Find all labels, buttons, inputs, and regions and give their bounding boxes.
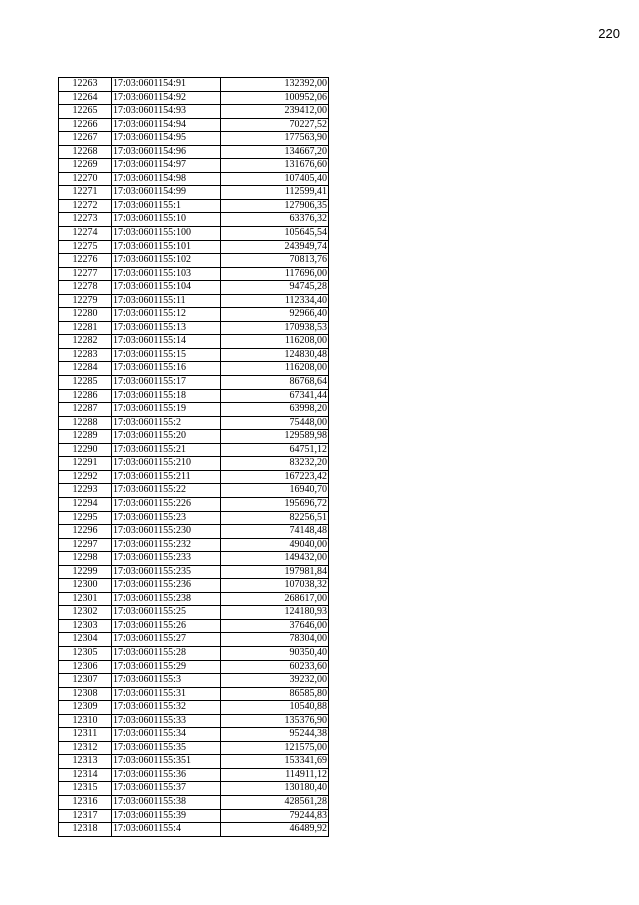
- value-cell: 239412,00: [221, 105, 329, 119]
- table-row: [59, 646, 329, 660]
- table-row: [59, 281, 329, 295]
- table-row: [59, 389, 329, 403]
- table-row: [59, 227, 329, 241]
- row-number-cell: 12290: [59, 443, 112, 457]
- row-number-cell: 12268: [59, 145, 112, 159]
- table-row: [59, 213, 329, 227]
- table-row: [59, 348, 329, 362]
- value-cell: 268617,00: [221, 592, 329, 606]
- cadastral-number-cell: 17:03:0601155:38: [112, 795, 221, 809]
- value-cell: 107038,32: [221, 579, 329, 593]
- cadastral-number-cell: 17:03:0601155:17: [112, 376, 221, 390]
- table-row: [59, 294, 329, 308]
- value-cell: 90350,40: [221, 646, 329, 660]
- table-row: [59, 254, 329, 268]
- row-number-cell: 12296: [59, 525, 112, 539]
- value-cell: 428561,28: [221, 795, 329, 809]
- table-row: [59, 470, 329, 484]
- table-row: [59, 768, 329, 782]
- row-number-cell: 12302: [59, 606, 112, 620]
- cadastral-number-cell: 17:03:0601155:4: [112, 823, 221, 837]
- value-cell: 63998,20: [221, 403, 329, 417]
- value-cell: 100952,06: [221, 91, 329, 105]
- cadastral-number-cell: 17:03:0601155:104: [112, 281, 221, 295]
- row-number-cell: 12308: [59, 687, 112, 701]
- value-cell: 127906,35: [221, 199, 329, 213]
- table-row: [59, 145, 329, 159]
- cadastral-number-cell: 17:03:0601155:33: [112, 714, 221, 728]
- cadastral-number-cell: 17:03:0601155:10: [112, 213, 221, 227]
- value-cell: 116208,00: [221, 335, 329, 349]
- cadastral-number-cell: 17:03:0601155:238: [112, 592, 221, 606]
- cadastral-number-cell: 17:03:0601154:91: [112, 78, 221, 92]
- value-cell: 129589,98: [221, 430, 329, 444]
- table-row: [59, 565, 329, 579]
- value-cell: 60233,60: [221, 660, 329, 674]
- value-cell: 37646,00: [221, 619, 329, 633]
- table-row: [59, 267, 329, 281]
- cadastral-number-cell: 17:03:0601155:230: [112, 525, 221, 539]
- cadastral-number-cell: 17:03:0601155:35: [112, 741, 221, 755]
- row-number-cell: 12277: [59, 267, 112, 281]
- row-number-cell: 12278: [59, 281, 112, 295]
- row-number-cell: 12304: [59, 633, 112, 647]
- cadastral-number-cell: 17:03:0601155:32: [112, 701, 221, 715]
- cadastral-number-cell: 17:03:0601154:95: [112, 132, 221, 146]
- value-cell: 49040,00: [221, 538, 329, 552]
- table-row: [59, 525, 329, 539]
- value-cell: 170938,53: [221, 321, 329, 335]
- row-number-cell: 12269: [59, 159, 112, 173]
- cadastral-number-cell: 17:03:0601155:211: [112, 470, 221, 484]
- row-number-cell: 12309: [59, 701, 112, 715]
- value-cell: 95244,38: [221, 728, 329, 742]
- value-cell: 67341,44: [221, 389, 329, 403]
- value-cell: 195696,72: [221, 497, 329, 511]
- cadastral-number-cell: 17:03:0601154:97: [112, 159, 221, 173]
- cadastral-number-cell: 17:03:0601155:13: [112, 321, 221, 335]
- value-cell: 124830,48: [221, 348, 329, 362]
- cadastral-number-cell: 17:03:0601155:22: [112, 484, 221, 498]
- table-row: [59, 782, 329, 796]
- cadastral-number-cell: 17:03:0601154:98: [112, 172, 221, 186]
- value-cell: 16940,70: [221, 484, 329, 498]
- cadastral-number-cell: 17:03:0601155:25: [112, 606, 221, 620]
- table-row: [59, 172, 329, 186]
- row-number-cell: 12301: [59, 592, 112, 606]
- cadastral-number-cell: 17:03:0601154:94: [112, 118, 221, 132]
- row-number-cell: 12289: [59, 430, 112, 444]
- row-number-cell: 12263: [59, 78, 112, 92]
- row-number-cell: 12306: [59, 660, 112, 674]
- row-number-cell: 12281: [59, 321, 112, 335]
- table-row: [59, 538, 329, 552]
- row-number-cell: 12297: [59, 538, 112, 552]
- row-number-cell: 12282: [59, 335, 112, 349]
- cadastral-number-cell: 17:03:0601155:102: [112, 254, 221, 268]
- table-row: [59, 308, 329, 322]
- row-number-cell: 12318: [59, 823, 112, 837]
- table-row: [59, 362, 329, 376]
- value-cell: 112599,41: [221, 186, 329, 200]
- table-row: [59, 823, 329, 837]
- value-cell: 153341,69: [221, 755, 329, 769]
- cadastral-number-cell: 17:03:0601155:100: [112, 227, 221, 241]
- row-number-cell: 12292: [59, 470, 112, 484]
- cadastral-number-cell: 17:03:0601155:232: [112, 538, 221, 552]
- table-row: [59, 159, 329, 173]
- table-row: [59, 416, 329, 430]
- cadastral-number-cell: 17:03:0601155:37: [112, 782, 221, 796]
- table-row: [59, 484, 329, 498]
- row-number-cell: 12310: [59, 714, 112, 728]
- table-row: [59, 795, 329, 809]
- value-cell: 92966,40: [221, 308, 329, 322]
- table-row: [59, 755, 329, 769]
- cadastral-number-cell: 17:03:0601154:93: [112, 105, 221, 119]
- value-cell: 132392,00: [221, 78, 329, 92]
- cadastral-number-cell: 17:03:0601155:12: [112, 308, 221, 322]
- table-row: [59, 606, 329, 620]
- table-row: [59, 633, 329, 647]
- row-number-cell: 12295: [59, 511, 112, 525]
- cadastral-number-cell: 17:03:0601155:15: [112, 348, 221, 362]
- value-cell: 63376,32: [221, 213, 329, 227]
- cadastral-number-cell: 17:03:0601155:39: [112, 809, 221, 823]
- row-number-cell: 12315: [59, 782, 112, 796]
- cadastral-number-cell: 17:03:0601154:99: [112, 186, 221, 200]
- cadastral-number-cell: 17:03:0601155:16: [112, 362, 221, 376]
- value-cell: 75448,00: [221, 416, 329, 430]
- value-cell: 39232,00: [221, 674, 329, 688]
- value-cell: 134667,20: [221, 145, 329, 159]
- row-number-cell: 12311: [59, 728, 112, 742]
- table-row: [59, 186, 329, 200]
- cadastral-number-cell: 17:03:0601155:235: [112, 565, 221, 579]
- value-cell: 124180,93: [221, 606, 329, 620]
- value-cell: 79244,83: [221, 809, 329, 823]
- cadastral-number-cell: 17:03:0601155:233: [112, 552, 221, 566]
- row-number-cell: 12283: [59, 348, 112, 362]
- row-number-cell: 12293: [59, 484, 112, 498]
- row-number-cell: 12313: [59, 755, 112, 769]
- value-cell: 10540,88: [221, 701, 329, 715]
- row-number-cell: 12299: [59, 565, 112, 579]
- cadastral-number-cell: 17:03:0601154:96: [112, 145, 221, 159]
- table-body: [59, 78, 329, 837]
- table-row: [59, 403, 329, 417]
- cadastral-number-cell: 17:03:0601155:103: [112, 267, 221, 281]
- table-row: [59, 376, 329, 390]
- table-row: [59, 457, 329, 471]
- row-number-cell: 12288: [59, 416, 112, 430]
- row-number-cell: 12284: [59, 362, 112, 376]
- table-row: [59, 199, 329, 213]
- table-row: [59, 579, 329, 593]
- value-cell: 83232,20: [221, 457, 329, 471]
- cadastral-number-cell: 17:03:0601155:11: [112, 294, 221, 308]
- value-cell: 167223,42: [221, 470, 329, 484]
- value-cell: 64751,12: [221, 443, 329, 457]
- table-row: [59, 552, 329, 566]
- row-number-cell: 12280: [59, 308, 112, 322]
- row-number-cell: 12286: [59, 389, 112, 403]
- cadastral-number-cell: 17:03:0601155:1: [112, 199, 221, 213]
- table-row: [59, 321, 329, 335]
- row-number-cell: 12265: [59, 105, 112, 119]
- value-cell: 131676,60: [221, 159, 329, 173]
- table-row: [59, 511, 329, 525]
- row-number-cell: 12264: [59, 91, 112, 105]
- table-row: [59, 91, 329, 105]
- table-row: [59, 105, 329, 119]
- cadastral-number-cell: 17:03:0601155:20: [112, 430, 221, 444]
- value-cell: 74148,48: [221, 525, 329, 539]
- value-cell: 86585,80: [221, 687, 329, 701]
- row-number-cell: 12279: [59, 294, 112, 308]
- row-number-cell: 12285: [59, 376, 112, 390]
- cadastral-number-cell: 17:03:0601155:226: [112, 497, 221, 511]
- value-cell: 149432,00: [221, 552, 329, 566]
- table-row: [59, 741, 329, 755]
- value-cell: 107405,40: [221, 172, 329, 186]
- row-number-cell: 12317: [59, 809, 112, 823]
- value-cell: 112334,40: [221, 294, 329, 308]
- row-number-cell: 12307: [59, 674, 112, 688]
- cadastral-number-cell: 17:03:0601155:351: [112, 755, 221, 769]
- value-cell: 197981,84: [221, 565, 329, 579]
- table-row: [59, 714, 329, 728]
- value-cell: 116208,00: [221, 362, 329, 376]
- row-number-cell: 12267: [59, 132, 112, 146]
- table-row: [59, 660, 329, 674]
- row-number-cell: 12291: [59, 457, 112, 471]
- cadastral-value-table: [58, 77, 329, 837]
- table-row: [59, 132, 329, 146]
- value-cell: 130180,40: [221, 782, 329, 796]
- row-number-cell: 12305: [59, 646, 112, 660]
- table-row: [59, 443, 329, 457]
- row-number-cell: 12276: [59, 254, 112, 268]
- cadastral-number-cell: 17:03:0601155:3: [112, 674, 221, 688]
- value-cell: 135376,90: [221, 714, 329, 728]
- cadastral-number-cell: 17:03:0601155:18: [112, 389, 221, 403]
- value-cell: 121575,00: [221, 741, 329, 755]
- table-row: [59, 240, 329, 254]
- value-cell: 94745,28: [221, 281, 329, 295]
- value-cell: 82256,51: [221, 511, 329, 525]
- value-cell: 243949,74: [221, 240, 329, 254]
- table-row: [59, 430, 329, 444]
- table-row: [59, 335, 329, 349]
- cadastral-number-cell: 17:03:0601155:101: [112, 240, 221, 254]
- row-number-cell: 12300: [59, 579, 112, 593]
- cadastral-number-cell: 17:03:0601155:31: [112, 687, 221, 701]
- table-row: [59, 619, 329, 633]
- value-cell: 70227,52: [221, 118, 329, 132]
- value-cell: 78304,00: [221, 633, 329, 647]
- table-row: [59, 674, 329, 688]
- value-cell: 46489,92: [221, 823, 329, 837]
- cadastral-number-cell: 17:03:0601155:14: [112, 335, 221, 349]
- cadastral-number-cell: 17:03:0601155:28: [112, 646, 221, 660]
- value-cell: 114911,12: [221, 768, 329, 782]
- page-number: 220: [598, 26, 620, 41]
- cadastral-number-cell: 17:03:0601155:210: [112, 457, 221, 471]
- table-row: [59, 809, 329, 823]
- cadastral-number-cell: 17:03:0601155:34: [112, 728, 221, 742]
- cadastral-number-cell: 17:03:0601155:26: [112, 619, 221, 633]
- row-number-cell: 12266: [59, 118, 112, 132]
- cadastral-number-cell: 17:03:0601155:2: [112, 416, 221, 430]
- table-row: [59, 728, 329, 742]
- cadastral-number-cell: 17:03:0601155:29: [112, 660, 221, 674]
- row-number-cell: 12272: [59, 199, 112, 213]
- row-number-cell: 12316: [59, 795, 112, 809]
- row-number-cell: 12298: [59, 552, 112, 566]
- table-row: [59, 118, 329, 132]
- table-row: [59, 687, 329, 701]
- row-number-cell: 12274: [59, 227, 112, 241]
- row-number-cell: 12312: [59, 741, 112, 755]
- row-number-cell: 12270: [59, 172, 112, 186]
- table-row: [59, 592, 329, 606]
- cadastral-number-cell: 17:03:0601155:27: [112, 633, 221, 647]
- cadastral-number-cell: 17:03:0601155:36: [112, 768, 221, 782]
- row-number-cell: 12271: [59, 186, 112, 200]
- value-cell: 177563,90: [221, 132, 329, 146]
- row-number-cell: 12303: [59, 619, 112, 633]
- row-number-cell: 12314: [59, 768, 112, 782]
- row-number-cell: 12287: [59, 403, 112, 417]
- table-row: [59, 497, 329, 511]
- row-number-cell: 12275: [59, 240, 112, 254]
- value-cell: 117696,00: [221, 267, 329, 281]
- cadastral-number-cell: 17:03:0601154:92: [112, 91, 221, 105]
- value-cell: 70813,76: [221, 254, 329, 268]
- cadastral-number-cell: 17:03:0601155:21: [112, 443, 221, 457]
- cadastral-number-cell: 17:03:0601155:236: [112, 579, 221, 593]
- row-number-cell: 12294: [59, 497, 112, 511]
- value-cell: 105645,54: [221, 227, 329, 241]
- cadastral-number-cell: 17:03:0601155:23: [112, 511, 221, 525]
- table-row: [59, 701, 329, 715]
- table-row: [59, 78, 329, 92]
- cadastral-number-cell: 17:03:0601155:19: [112, 403, 221, 417]
- value-cell: 86768,64: [221, 376, 329, 390]
- row-number-cell: 12273: [59, 213, 112, 227]
